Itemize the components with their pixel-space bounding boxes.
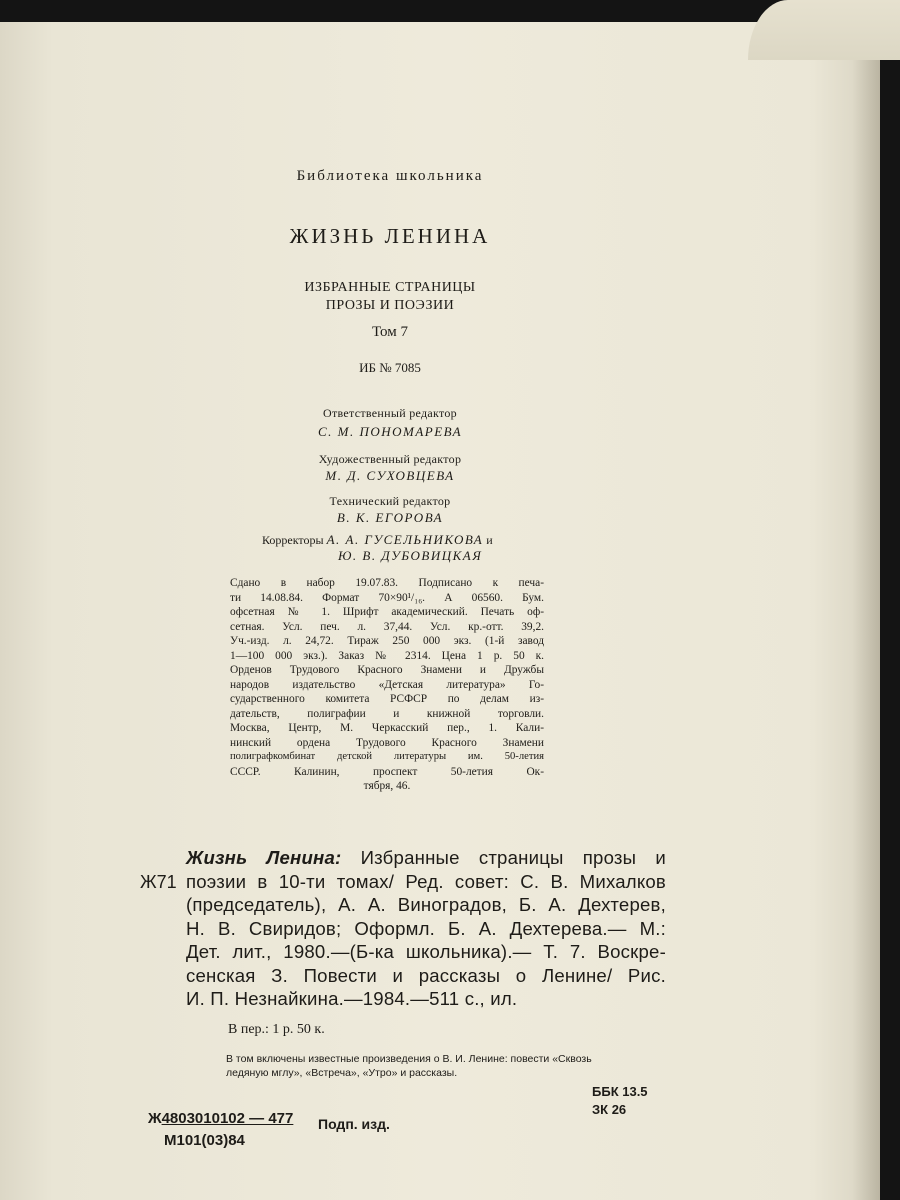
corrector-2-name: Ю. В. ДУБОВИЦКАЯ <box>338 548 483 563</box>
catalog-line-1 <box>186 846 666 870</box>
imprint-line: Уч.-изд. л. 24,72. Тираж 250 000 экз. (1-й завод <box>230 635 544 647</box>
subtitle-line-2: ПРОЗЫ И ПОЭЗИИ <box>325 298 455 313</box>
podp-izd: Подп. изд. <box>318 1116 390 1132</box>
book-page <box>0 22 880 1200</box>
catalog-title-rest: Избранные страницы прозы и <box>341 847 666 868</box>
catalog-line: И. П. Незнайкина.—1984.—511 с., ил. <box>186 988 518 1009</box>
catalog-title: Жизнь Ленина: <box>186 847 342 868</box>
tech-editor-role: Технический редактор <box>329 494 451 508</box>
imprint-line: сетная. Усл. печ. л. 37,44. Усл. кр.-отт. 39,2. <box>230 620 544 633</box>
annotation-line-1: В том включены известные произведения о В. И. Ленине: повести «Сквозь <box>226 1053 592 1065</box>
imprint-line: ти 14.08.84. Формат 70×90¹/₁₆. А 06560. Бум. <box>230 591 544 604</box>
imprint-line: дательств, полиграфии и книжной торговли. <box>230 707 544 720</box>
page-gutter-shadow <box>852 22 880 1200</box>
m-code: М101(03)84 <box>164 1132 245 1149</box>
isbn-line <box>148 1110 293 1127</box>
annotation <box>226 1052 636 1080</box>
imprint-line: сударственного комитета РСФСР по делам из- <box>230 693 544 705</box>
imprint-line: полиграфкомбинат детской литературы им. 50-летия <box>230 751 544 762</box>
imprint-line: народов издательство «Детская литература» Го- <box>230 678 544 691</box>
imprint-line: Сдано в набор 19.07.83. Подписано к печа- <box>230 577 544 589</box>
imprint-line: СССР. Калинин, проспект 50-летия Ок- <box>230 765 544 778</box>
catalog-line: сенская З. Повести и рассказы о Ленине/ Рис. <box>186 964 666 986</box>
art-editor-name: М. Д. СУХОВЦЕВА <box>325 468 455 483</box>
price: В пер.: 1 р. 50 к. <box>228 1022 325 1037</box>
zk-code: ЗК 26 <box>592 1102 627 1117</box>
annotation-line-2: ледяную мглу», «Встреча», «Утро» и рассказы. <box>226 1067 458 1079</box>
corrector-and: и <box>486 533 493 547</box>
next-page-edge <box>748 0 900 60</box>
isbn-prefix: Ж <box>148 1110 162 1127</box>
imprint-line: тября, 46. <box>363 780 411 792</box>
corrector-1-name: А. А. ГУСЕЛЬНИКОВА <box>326 532 484 547</box>
ib-number: ИБ № 7085 <box>359 360 421 375</box>
catalog-entry <box>186 846 666 1011</box>
imprint-line: Москва, Центр, М. Черкасский пер., 1. Кали- <box>230 722 544 734</box>
book-title: ЖИЗНЬ ЛЕНИНА <box>289 224 491 248</box>
correctors-line <box>262 532 493 548</box>
volume-number: Том 7 <box>372 324 408 340</box>
catalog-code: Ж71 <box>140 872 177 892</box>
catalog-line: (председатель), А. А. Виноградов, Б. А. Дехтерев, <box>186 894 666 915</box>
bbk-code: ББК 13.5 <box>592 1084 648 1099</box>
subtitle-line-1: ИЗБРАННЫЕ СТРАНИЦЫ <box>304 280 476 295</box>
catalog-line: поэзии в 10-ти томах/ Ред. совет: С. В. Михалков <box>186 870 666 892</box>
imprint-line: нинский ордена Трудового Красного Знамени <box>230 736 544 749</box>
imprint-line: офсетная № 1. Шрифт академический. Печать оф- <box>230 606 544 618</box>
responsible-editor-role: Ответственный редактор <box>322 406 457 420</box>
responsible-editor-name: С. М. ПОНОМАРЕВА <box>317 424 463 439</box>
imprint-block <box>230 576 544 794</box>
catalog-line: Н. В. Свиридов; Оформл. Б. А. Дехтерева.— М.: <box>186 917 666 939</box>
imprint-line: Орденов Трудового Красного Знамени и Дружбы <box>230 664 544 676</box>
art-editor-role: Художественный редактор <box>318 452 462 466</box>
isbn-number: 4803010102 — 477 <box>161 1110 294 1127</box>
tech-editor-name: В. К. ЕГОРОВА <box>336 510 444 525</box>
imprint-line: 1—100 000 экз.). Заказ № 2314. Цена 1 р. 50 к. <box>230 649 544 662</box>
series-name: Библиотека школьника <box>296 168 484 184</box>
correctors-role: Корректоры <box>262 533 324 547</box>
catalog-line: Дет. лит., 1980.—(Б-ка школьника).— Т. 7. Воскре- <box>186 941 666 962</box>
